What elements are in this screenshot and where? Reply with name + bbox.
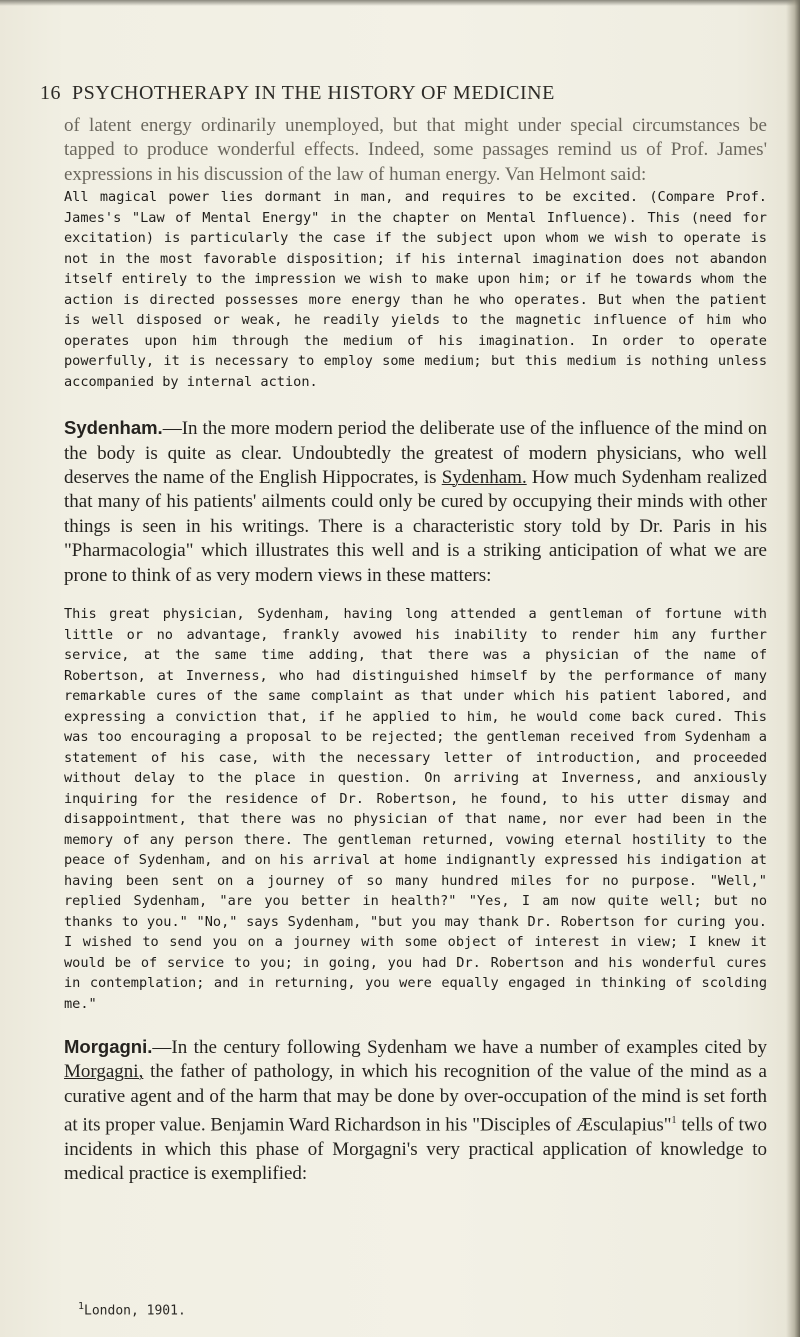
intro-paragraph: of latent energy ordinarily unemployed, but that might under special circumstances be tapped to produce wonderful effects. Indeed, some passages remind us of Prof. James' expressions in his discussion of the law of human energy. Van Helmont said:: [64, 115, 767, 185]
page-number: 16: [40, 82, 61, 104]
morgagni-text-end: tells of two incidents in which this phase of Morgagni's very practical application of knowledge to medical practice is exemplified:: [64, 1114, 768, 1185]
running-title: PSYCHOTHERAPY IN THE HISTORY OF MEDICINE: [72, 82, 555, 104]
section-heading-morgagni: Morgagni.: [64, 1036, 153, 1058]
helmont-quotation: All magical power lies dormant in man, and requires to be excited. (Compare Prof. James's "Law of Mental Energy" in the chapter on Mental Influence). This (need for excitation) is particularly the case if the subject upon whom we wish to operate is not in the most favorable disposition; if his internal imagination does not abandon itself entirely to the impression we wish to make upon him; or if he towards whom the action is directed possesses more energy than he who operates. But when the patient is well disposed or weak, he readily yields to the magnetic influence of him who operates upon him through the medium of his imagination. In order to operate powerfully, it is necessary to employ some medium; but this medium is nothing unless accompanied by internal action.: [64, 189, 767, 390]
page-top-shadow: [0, 0, 800, 6]
morgagni-paragraph: [64, 1035, 767, 1187]
section-heading-sydenham: Sydenham.: [64, 417, 163, 439]
sydenham-name-underlined: Sydenham.: [441, 467, 527, 489]
footnote-text: London, 1901.: [84, 1303, 186, 1319]
footnote: [78, 1301, 186, 1318]
morgagni-text-before: —In the century following Sydenham we have a number of examples cited by: [152, 1037, 767, 1059]
morgagni-name-underlined: Morgagni,: [64, 1061, 144, 1083]
running-header: [40, 82, 760, 105]
sydenham-paragraph: [64, 416, 767, 588]
page-binding-edge: [786, 0, 800, 1337]
sydenham-text-before: —In the more modern period the deliberate use of the influence of the mind on the body is quite as clear. Undoubtedly the greatest of modern physicians, who well deserves the name of the English Hippocrates, is: [64, 418, 767, 489]
footnote-marker: 1: [671, 1115, 677, 1127]
sydenham-text-after: How much Sydenham realized that many of his patients' ailments could only be cured by occupying their minds with other things is seen in his writings. There is a characteristic story told by Dr. Paris in his "Pharmacologia" which illustrates this well and is a striking anticipation of what we are prone to think of as very modern views in these matters:: [64, 467, 768, 586]
sydenham-quotation: This great physician, Sydenham, having long attended a gentleman of fortune with little or no advantage, frankly avowed his inability to render him any further service, at the same time adding, that there was a physician of the name of Robertson, at Inverness, who had distinguished himself by the performance of many remarkable cures of the same complaint as that under which his patient labored, and expressing a conviction that, if he applied to him, he would come back cured. This was too encouraging a proposal to be rejected; the gentleman received from Sydenham a statement of his case, with the necessary letter of introduction, and proceeded without delay to the place in question. On arriving at Inverness, and anxiously inquiring for the residence of Dr. Robertson, he found, to his utter dismay and disappointment, that there was no physician of that name, nor ever had been in the memory of any person there. The gentleman returned, vowing eternal hostility to the peace of Sydenham, and on his arrival at home indignantly expressed his indigation at having been sent on a journey of so many hundred miles for no purpose. "Well," replied Sydenham, "are you better in health?" "Yes, I am now quite well; but no thanks to you." "No," says Sydenham, "but you may thank Dr. Robertson for curing you. I wished to send you on a journey with some object of interest in view; I knew it would be of service to you; in going, you had Dr. Robertson and his wonderful cures in contemplation; and in returning, you were equally engaged in thinking of scolding me.": [64, 606, 767, 1012]
page-body: [64, 114, 767, 1187]
footnote-number: 1: [78, 1301, 85, 1312]
morgagni-text-after: the father of pathology, in which his recognition of the value of the mind as a curative agent and of the harm that may be done by over-occupation of the mind is set forth at its proper value. Benjamin Ward Richardson in his "Disciples of Æsculapius": [64, 1061, 767, 1136]
